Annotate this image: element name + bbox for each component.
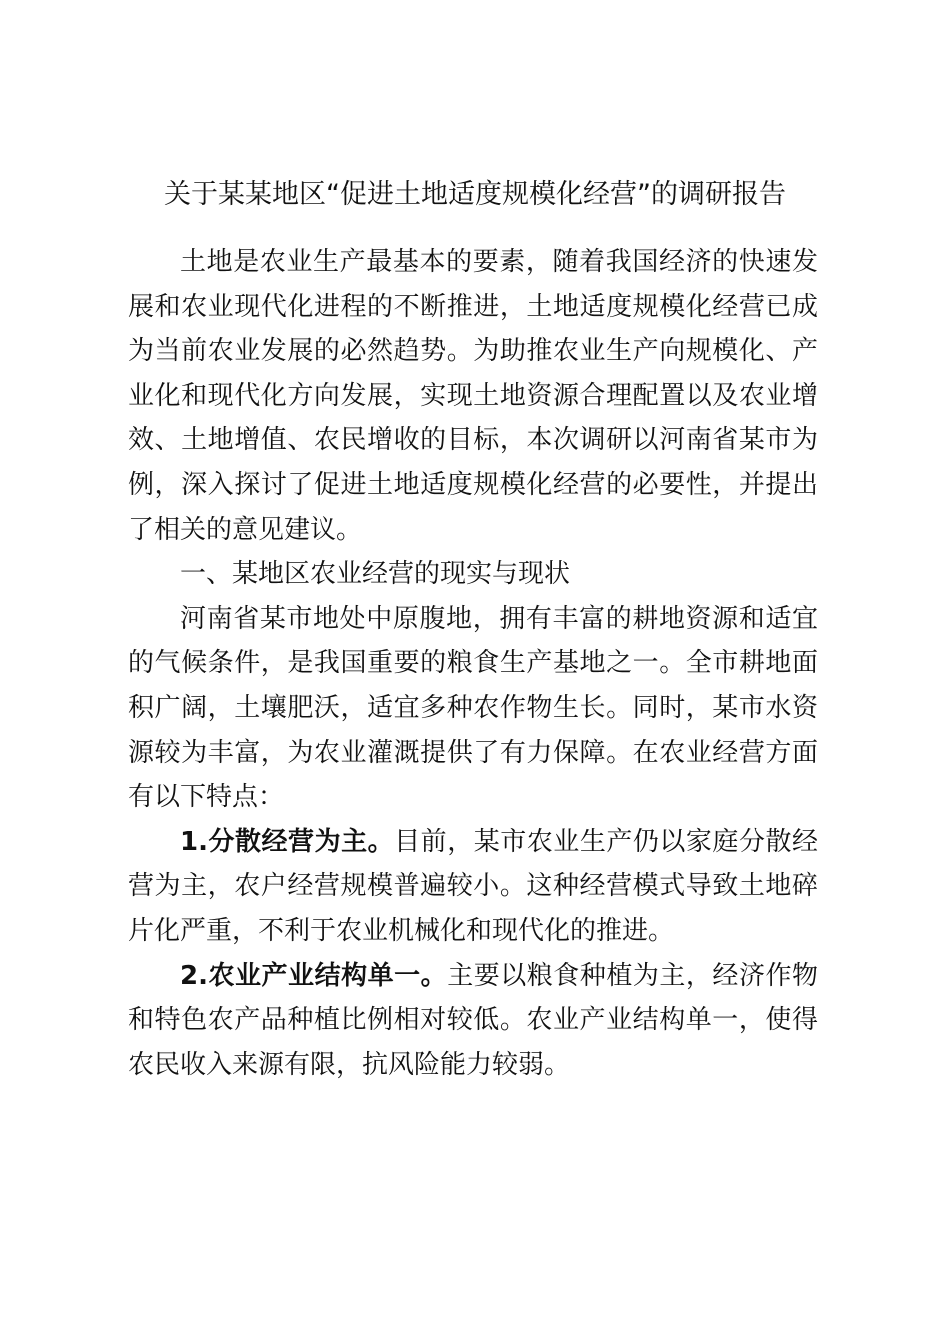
section-heading [128, 552, 818, 597]
paragraph-text: 目前，某市农业生产仍以家庭分散经营为主，农户经营规模普遍较小。这种经营模式导致土地碎片化严重，不利于农业机械化和现代化的推进。 [128, 826, 818, 946]
point-2-heading: 2.农业产业结构单一。 [180, 960, 448, 991]
intro-paragraph [128, 240, 818, 552]
document-title: 关于某某地区“促进土地适度规模化经营”的调研报告 [164, 179, 786, 210]
paragraph-text: 土地是农业生产最基本的要素，随着我国经济的快速发展和农业现代化进程的不断推进，土地适度规模化经营已成为当前农业发展的必然趋势。为助推农业生产向规模化、产业化和现代化方向发展，实现土地资源合理配置以及农业增效、土地增值、农民增收的目标，本次调研以河南省某市为例，深入探讨了促进土地适度规模化经营的必要性，并提出了相关的意见建议。 [128, 247, 818, 545]
section-heading-text: 一、某地区农业经营的现实与现状 [180, 559, 571, 590]
paragraph-text: 河南省某市地处中原腹地，拥有丰富的耕地资源和适宜的气候条件，是我国重要的粮食生产基地之一。全市耕地面积广阔，土壤肥沃，适宜多种农作物生长。同时，某市水资源较为丰富，为农业灌溉提供了有力保障。在农业经营方面有以下特点： [128, 603, 818, 813]
background-paragraph [128, 597, 818, 820]
point-1-paragraph [128, 820, 818, 954]
paragraph-text: 主要以粮食种植为主，经济作物和特色农产品种植比例相对较低。农业产业结构单一，使得农民收入来源有限，抗风险能力较弱。 [128, 960, 818, 1080]
point-1-heading: 1.分散经营为主。 [180, 826, 395, 857]
point-2-paragraph [128, 954, 818, 1088]
document-body [128, 240, 818, 1087]
